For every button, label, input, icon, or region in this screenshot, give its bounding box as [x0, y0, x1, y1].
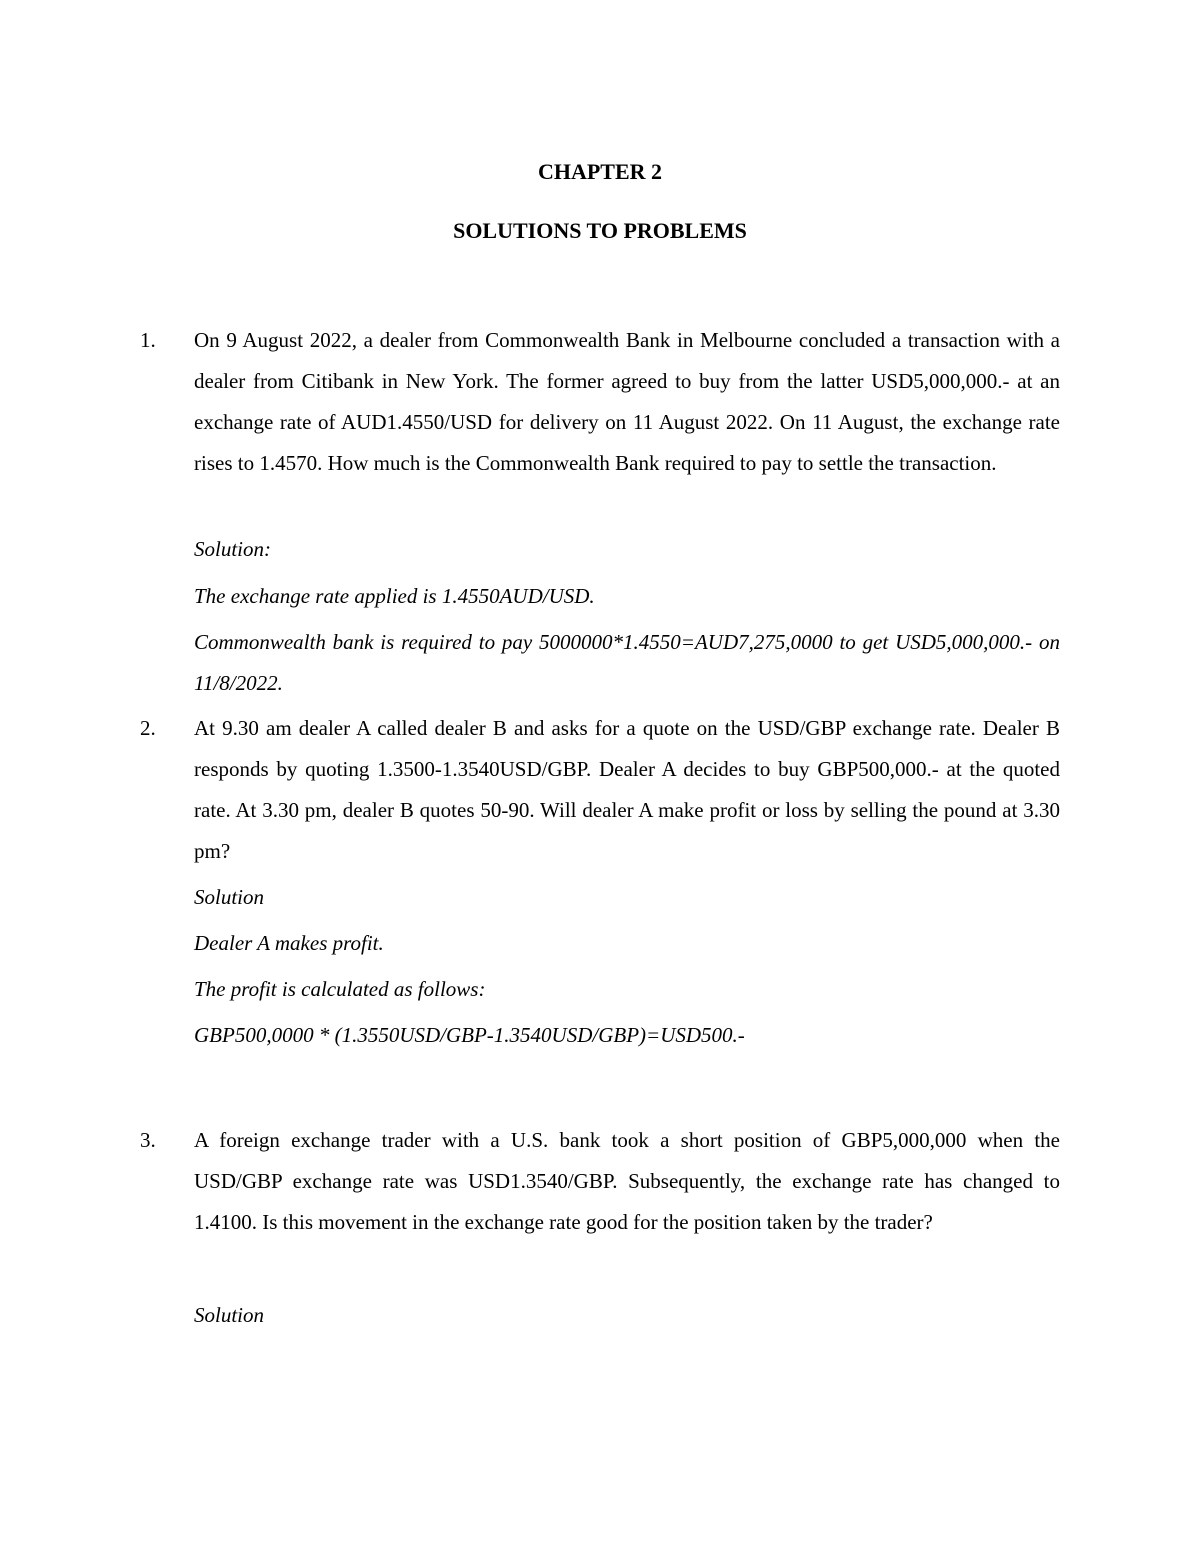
problem-number: 3. — [140, 1128, 156, 1152]
solution-label: Solution — [194, 1303, 265, 1327]
chapter-title: CHAPTER 2 — [537, 159, 663, 184]
solution-line: The exchange rate applied is 1.4550AUD/USD. — [194, 584, 595, 608]
problem-number: 2. — [140, 716, 156, 740]
solution-label: Solution — [194, 885, 265, 909]
solution-line: The profit is calculated as follows: — [194, 977, 486, 1001]
solution-label: Solution: — [194, 537, 271, 561]
problem-question: On 9 August 2022, a dealer from Commonwealth Bank in Melbourne concluded a transaction with a dealer from Citibank in New York. The former agreed to buy from the latter USD5,000,000.- at an exchange rate of AUD1.4550/USD for delivery on 11 August 2022. On 11 August, the exchange rate rises to 1.4570. How much is the Commonwealth Bank required to pay to settle the transaction. — [194, 328, 1060, 475]
solution-line: Commonwealth bank is required to pay 5000000*1.4550=AUD7,275,0000 to get USD5,000,000.- on 11/8/2022. — [194, 630, 1060, 695]
problem-number: 1. — [140, 328, 156, 352]
solution-line: GBP500,0000 * (1.3550USD/GBP-1.3540USD/GBP)=USD500.- — [194, 1023, 745, 1047]
solution-line: Dealer A makes profit. — [194, 931, 384, 955]
problem-question: At 9.30 am dealer A called dealer B and asks for a quote on the USD/GBP exchange rate. Dealer B responds by quoting 1.3500-1.3540USD/GBP. Dealer A decides to buy GBP500,000.- at the quoted rate. At 3.30 pm, dealer B quotes 50-90. Will dealer A make profit or loss by selling the pound at 3.30 pm? — [194, 716, 1060, 863]
problem-question: A foreign exchange trader with a U.S. bank took a short position of GBP5,000,000 when the USD/GBP exchange rate was USD1.3540/GBP. Subsequently, the exchange rate has changed to 1.4100. Is this movement in the exchange rate good for the position taken by the trader? — [194, 1128, 1060, 1234]
section-title: SOLUTIONS TO PROBLEMS — [453, 218, 747, 243]
